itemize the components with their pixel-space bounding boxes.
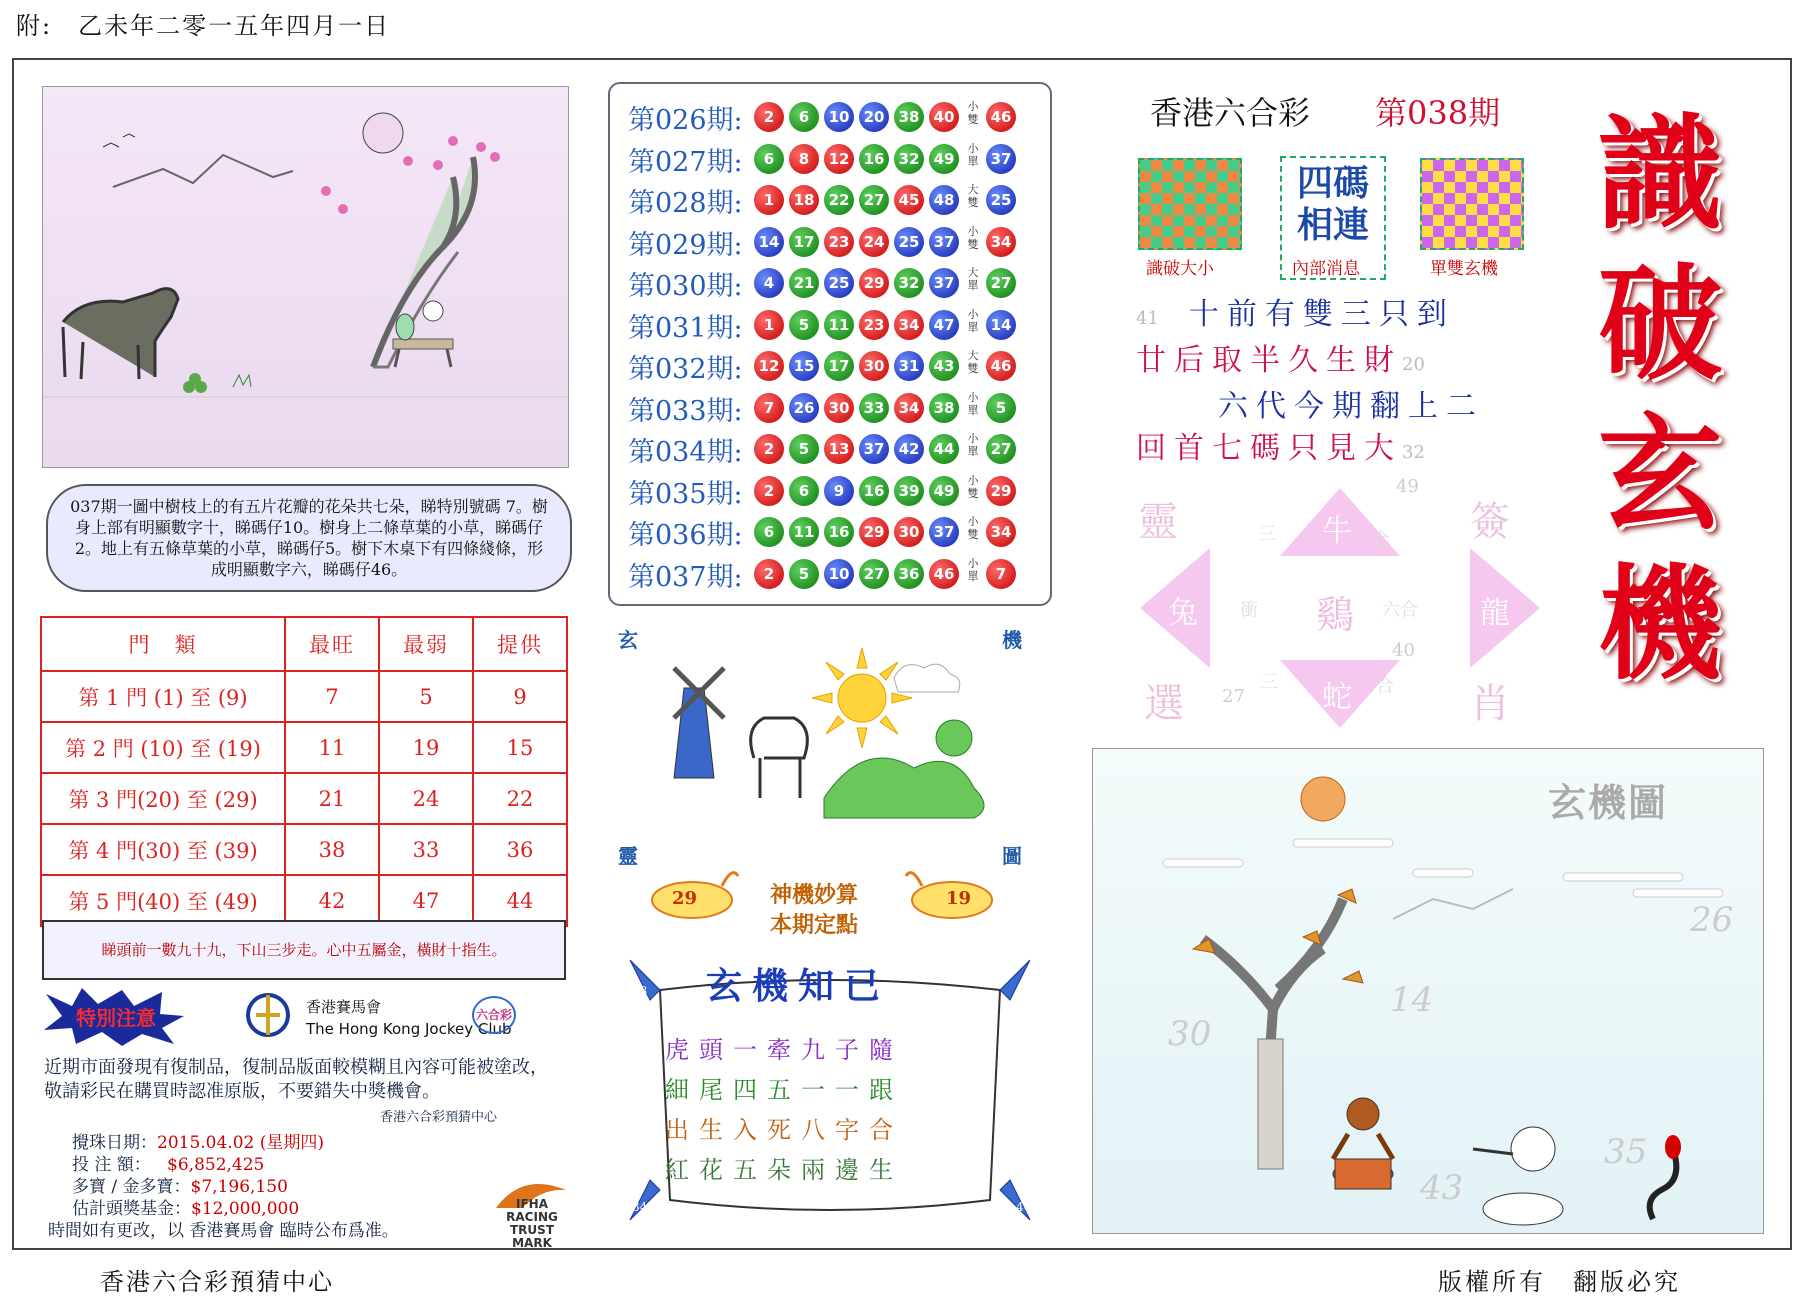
flag-number: 18 bbox=[632, 984, 648, 998]
zodiac-small: 六合 bbox=[1382, 600, 1418, 621]
zodiac-small: 三 bbox=[1258, 524, 1276, 545]
ball: 46 bbox=[929, 559, 959, 589]
hk-lottery-title: 香港六合彩 bbox=[1150, 94, 1311, 132]
mosaic-box-size bbox=[1138, 158, 1242, 250]
result-row bbox=[628, 555, 1048, 595]
result-row bbox=[628, 264, 1048, 304]
zodiac-small: 合 bbox=[1376, 676, 1394, 697]
zodiac-number: 27 bbox=[1222, 686, 1245, 707]
size-parity-tag: 大雙 bbox=[967, 183, 979, 209]
ball: 6 bbox=[789, 476, 819, 506]
size-parity-tag: 小雙 bbox=[967, 515, 979, 541]
ball: 44 bbox=[929, 434, 959, 464]
table-cell: 42 bbox=[285, 875, 379, 926]
ball: 2 bbox=[754, 476, 784, 506]
ball: 43 bbox=[929, 351, 959, 381]
ball: 47 bbox=[929, 310, 959, 340]
picture-number: 30 bbox=[1168, 1014, 1212, 1054]
big-title bbox=[1590, 100, 1730, 700]
special-ball: 27 bbox=[986, 268, 1016, 298]
big-title-char: 機 bbox=[1597, 552, 1722, 697]
ball: 36 bbox=[894, 559, 924, 589]
size-parity-tag: 大單 bbox=[967, 266, 979, 292]
ball: 34 bbox=[894, 393, 924, 423]
four-codes-line: 四碼 bbox=[1296, 162, 1369, 204]
shenji-line: 本期定點 bbox=[770, 912, 859, 938]
special-ball: 27 bbox=[986, 434, 1016, 464]
issue-label: 第027期: bbox=[628, 146, 743, 178]
jackpot-value: $7,196,150 bbox=[190, 1177, 288, 1197]
issue-label: 第032期: bbox=[628, 354, 743, 385]
ball: 11 bbox=[824, 310, 854, 340]
table-row bbox=[41, 824, 567, 875]
riddle-picture-cow bbox=[42, 86, 569, 468]
result-row bbox=[628, 430, 1048, 470]
ball: 39 bbox=[894, 476, 924, 506]
table-header-row bbox=[41, 617, 567, 671]
ball: 13 bbox=[824, 434, 854, 464]
poem bbox=[1136, 294, 1484, 474]
box-label: 內部消息 bbox=[1292, 259, 1360, 279]
flag-number: 25 bbox=[1018, 984, 1034, 998]
four-codes-line: 相連 bbox=[1296, 204, 1369, 246]
picture-number: 43 bbox=[1420, 1168, 1464, 1208]
ball: 32 bbox=[894, 268, 924, 298]
goat-icon bbox=[904, 866, 1002, 926]
ball: 7 bbox=[754, 393, 784, 423]
ball: 21 bbox=[789, 268, 819, 298]
ball: 11 bbox=[789, 517, 819, 547]
ball: 38 bbox=[929, 393, 959, 423]
ball: 1 bbox=[754, 185, 784, 215]
zodiac-diagram bbox=[1130, 476, 1550, 736]
ball: 38 bbox=[894, 102, 924, 132]
issue-label: 第031期: bbox=[628, 312, 743, 344]
riddle-description: 037期一圖中樹枝上的有五片花瓣的花朵共七朵，睇特別號碼 7。樹身上部有明顯數字十，睇碼仔10。樹身上二條草葉的小草，睇碼仔 2。地上有五條草葉的小草，睇碼仔5。樹下木桌下有四條綫條，形成明顯數字六，睇碼仔46。 bbox=[46, 484, 572, 592]
ball: 42 bbox=[894, 434, 924, 464]
ball: 29 bbox=[859, 517, 889, 547]
shenji-line: 神機妙算 bbox=[770, 882, 859, 908]
goat-icon bbox=[642, 866, 740, 926]
issue-number: 第038期 bbox=[1375, 94, 1501, 132]
ball: 16 bbox=[859, 476, 889, 506]
table-cell: 24 bbox=[379, 773, 473, 824]
ball: 37 bbox=[859, 434, 889, 464]
draw-date-label: 攪珠日期： bbox=[72, 1133, 157, 1153]
table-header: 最旺 bbox=[285, 617, 379, 671]
notice-label: 特別注意 bbox=[76, 1006, 156, 1030]
ball: 37 bbox=[929, 227, 959, 257]
footer-right: 版權所有 翻版必究 bbox=[1438, 1268, 1681, 1296]
table-cell: 33 bbox=[379, 824, 473, 875]
xuanji-picture-title: 玄機圖 bbox=[1548, 780, 1669, 825]
zodiac-center: 鷄 bbox=[1316, 593, 1355, 637]
flag-number: 46 bbox=[1016, 1200, 1032, 1214]
ball: 37 bbox=[929, 268, 959, 298]
size-parity-tag: 小單 bbox=[967, 390, 979, 417]
table-cell: 9 bbox=[473, 671, 567, 722]
verse-line: 虎頭一牽九子隨 bbox=[665, 1036, 903, 1064]
ball: 10 bbox=[824, 559, 854, 589]
big-title-char: 破 bbox=[1597, 252, 1722, 397]
zodiac-bottom: 蛇 bbox=[1322, 680, 1352, 715]
ball: 6 bbox=[754, 144, 784, 174]
result-row bbox=[628, 306, 1048, 346]
table-cell: 第 4 門(30) 至 (39) bbox=[41, 824, 285, 875]
corner-char: 機 bbox=[1002, 628, 1022, 652]
poem-number: 20 bbox=[1402, 354, 1425, 375]
zodiac-right: 龍 bbox=[1480, 596, 1510, 631]
issue-label: 第036期: bbox=[628, 520, 743, 551]
ball: 30 bbox=[824, 393, 854, 423]
bet-value: $6,852,425 bbox=[167, 1155, 265, 1175]
ball: 27 bbox=[859, 185, 889, 215]
zodiac-number: 49 bbox=[1396, 476, 1419, 497]
ball: 25 bbox=[894, 227, 924, 257]
picture-number: 14 bbox=[1390, 980, 1434, 1020]
ball: 16 bbox=[824, 517, 854, 547]
issue-label: 第037期: bbox=[628, 561, 743, 593]
table-cell: 21 bbox=[285, 773, 379, 824]
footer-left: 香港六合彩預猜中心 bbox=[100, 1268, 334, 1296]
table-row bbox=[41, 722, 567, 773]
ball: 12 bbox=[824, 144, 854, 174]
goat-number: 19 bbox=[946, 888, 972, 909]
size-parity-tag: 小單 bbox=[967, 307, 979, 334]
ball: 5 bbox=[789, 310, 819, 340]
box-label: 單雙玄機 bbox=[1430, 259, 1498, 279]
verse-line: 出生入死八字合 bbox=[665, 1116, 903, 1144]
riddle-title: 玄機知已 bbox=[706, 965, 891, 1007]
special-ball: 14 bbox=[986, 310, 1016, 340]
ball: 45 bbox=[894, 185, 924, 215]
mosaic-box-odd-even bbox=[1420, 158, 1524, 250]
ball: 26 bbox=[789, 393, 819, 423]
ball: 23 bbox=[859, 310, 889, 340]
table-cell: 第 5 門(40) 至 (49) bbox=[41, 875, 285, 926]
ball: 23 bbox=[824, 227, 854, 257]
corner-char: 玄 bbox=[618, 628, 638, 652]
corner-char: 圖 bbox=[1002, 844, 1022, 868]
goat-windmill-picture bbox=[614, 628, 1040, 848]
result-row bbox=[628, 223, 1048, 263]
size-parity-tag: 小單 bbox=[967, 556, 979, 583]
jackpot-label: 多寶 / 金多寶： bbox=[72, 1177, 191, 1197]
ball: 32 bbox=[894, 144, 924, 174]
ball: 16 bbox=[859, 144, 889, 174]
issue-label: 第034期: bbox=[628, 437, 743, 468]
hkjc-name-en: The Hong Kong Jockey Club bbox=[306, 1020, 512, 1038]
table-row bbox=[41, 773, 567, 824]
bet-label: 投 注 額： bbox=[72, 1155, 151, 1175]
ball: 49 bbox=[929, 476, 959, 506]
special-ball: 46 bbox=[986, 102, 1016, 132]
ball: 14 bbox=[754, 227, 784, 257]
result-row bbox=[628, 347, 1048, 387]
zodiac-left: 兔 bbox=[1168, 596, 1198, 631]
ball: 33 bbox=[859, 393, 889, 423]
ifha-trust-mark bbox=[492, 1168, 570, 1250]
ball: 4 bbox=[754, 268, 784, 298]
ball: 48 bbox=[929, 185, 959, 215]
size-parity-tag: 大雙 bbox=[967, 349, 979, 375]
zodiac-corner: 肖 bbox=[1470, 681, 1510, 727]
table-header: 提供 bbox=[473, 617, 567, 671]
verse-line: 細尾四五一一跟 bbox=[665, 1076, 903, 1104]
ball: 25 bbox=[824, 268, 854, 298]
ball: 18 bbox=[789, 185, 819, 215]
ball: 17 bbox=[789, 227, 819, 257]
size-parity-tag: 小雙 bbox=[967, 100, 979, 126]
result-row bbox=[628, 98, 1048, 138]
size-parity-tag: 小雙 bbox=[967, 473, 979, 500]
door-stats-table bbox=[40, 616, 568, 927]
ifha-text: IFHA RACING TRUST MARK bbox=[506, 1197, 558, 1250]
date-line: 附: 乙未年二零一五年四月一日 bbox=[16, 12, 391, 40]
table-header: 最弱 bbox=[379, 617, 473, 671]
draw-info bbox=[48, 1132, 399, 1242]
ball: 30 bbox=[859, 351, 889, 381]
zodiac-number: 40 bbox=[1392, 640, 1415, 661]
special-ball: 46 bbox=[986, 351, 1016, 381]
table-cell: 44 bbox=[473, 875, 567, 926]
ball: 8 bbox=[789, 144, 819, 174]
issue-label: 第028期: bbox=[628, 188, 743, 219]
zodiac-corner: 靈 bbox=[1138, 499, 1178, 545]
notice-text: 近期市面發現有復制品，復制品版面較模糊且內容可能被塗改，敬請彩民在購買時認准原版，不要錯失中獎機會。 bbox=[44, 1057, 548, 1102]
picture-number: 26 bbox=[1690, 900, 1734, 940]
shenji-text bbox=[770, 880, 858, 940]
ball: 2 bbox=[754, 559, 784, 589]
ball: 34 bbox=[894, 310, 924, 340]
zodiac-small: 合 bbox=[1372, 530, 1390, 551]
ball: 5 bbox=[789, 559, 819, 589]
result-row bbox=[628, 513, 1048, 553]
table-cell: 36 bbox=[473, 824, 567, 875]
hkjc-name-cn: 香港賽馬會 bbox=[306, 998, 382, 1016]
issue-label: 第029期: bbox=[628, 229, 743, 261]
special-ball: 34 bbox=[986, 517, 1016, 547]
issue-label: 第033期: bbox=[628, 395, 743, 427]
ball: 40 bbox=[929, 102, 959, 132]
special-ball: 5 bbox=[986, 393, 1016, 423]
ball: 10 bbox=[824, 102, 854, 132]
table-row bbox=[41, 875, 567, 926]
liuhe-logo: 六合彩 bbox=[472, 996, 516, 1034]
ball: 49 bbox=[929, 144, 959, 174]
special-ball: 29 bbox=[986, 476, 1016, 506]
ball: 2 bbox=[754, 102, 784, 132]
table-cell: 7 bbox=[285, 671, 379, 722]
box-label: 識破大小 bbox=[1146, 259, 1214, 279]
table-row bbox=[41, 671, 567, 722]
ball: 6 bbox=[754, 517, 784, 547]
ball: 6 bbox=[789, 102, 819, 132]
ball: 24 bbox=[859, 227, 889, 257]
big-title-char: 玄 bbox=[1597, 402, 1722, 547]
ball: 1 bbox=[754, 310, 784, 340]
table-cell: 47 bbox=[379, 875, 473, 926]
ball: 2 bbox=[754, 434, 784, 464]
ball: 17 bbox=[824, 351, 854, 381]
goat-number: 29 bbox=[672, 888, 698, 909]
ball: 5 bbox=[789, 434, 819, 464]
ball: 30 bbox=[894, 517, 924, 547]
poem-number: 41 bbox=[1136, 308, 1159, 329]
result-row bbox=[628, 140, 1048, 180]
zodiac-small: 衝 bbox=[1240, 600, 1258, 621]
picture-number: 35 bbox=[1604, 1132, 1648, 1172]
zodiac-small: 三 bbox=[1260, 672, 1278, 693]
zodiac-corner: 簽 bbox=[1470, 499, 1510, 545]
size-parity-tag: 小單 bbox=[967, 432, 979, 458]
table-header: 門 類 bbox=[41, 617, 285, 671]
results-list bbox=[608, 82, 1052, 606]
ball: 27 bbox=[859, 559, 889, 589]
ball: 9 bbox=[824, 476, 854, 506]
poem-line: 回首七碼只見大 bbox=[1136, 431, 1402, 466]
table-cell: 19 bbox=[379, 722, 473, 773]
result-row bbox=[628, 181, 1048, 221]
table-cell: 第 2 門 (10) 至 (19) bbox=[41, 722, 285, 773]
zodiac-corner: 選 bbox=[1144, 681, 1184, 727]
special-ball: 7 bbox=[986, 559, 1016, 589]
table-cell: 11 bbox=[285, 722, 379, 773]
result-row bbox=[628, 472, 1048, 512]
ball: 31 bbox=[894, 351, 924, 381]
special-ball: 25 bbox=[986, 185, 1016, 215]
poem-line: 六代今期翻上二 bbox=[1218, 389, 1484, 424]
verse bbox=[665, 1030, 903, 1190]
poem-line: 廿后取半久生財 bbox=[1136, 343, 1402, 378]
ball: 29 bbox=[859, 268, 889, 298]
ball: 22 bbox=[824, 185, 854, 215]
poem-line: 十前有雙三只到 bbox=[1188, 297, 1455, 332]
zodiac-top: 牛 bbox=[1322, 514, 1352, 549]
table-cell: 第 1 門 (1) 至 (9) bbox=[41, 671, 285, 722]
est-value: $12,000,000 bbox=[191, 1199, 300, 1219]
ball: 37 bbox=[929, 517, 959, 547]
poem-number: 32 bbox=[1402, 442, 1425, 463]
hint-banner: 睇頭前一數九十九，下山三步走。心中五屬金，橫財十指生。 bbox=[42, 920, 566, 980]
notice-sign: 香港六合彩預猜中心 bbox=[380, 1110, 498, 1125]
draw-date-value: 2015.04.02 (星期四) bbox=[157, 1133, 325, 1153]
size-parity-tag: 小雙 bbox=[967, 224, 979, 251]
draw-note: 時間如有更改，以 香港賽馬會 臨時公布爲准。 bbox=[48, 1221, 399, 1241]
table-cell: 15 bbox=[473, 722, 567, 773]
issue-label: 第030期: bbox=[628, 271, 743, 302]
special-ball: 34 bbox=[986, 227, 1016, 257]
notice-badge bbox=[42, 986, 186, 1048]
issue-label: 第035期: bbox=[628, 478, 743, 510]
special-ball: 37 bbox=[986, 144, 1016, 174]
table-cell: 第 3 門(20) 至 (29) bbox=[41, 773, 285, 824]
table-cell: 22 bbox=[473, 773, 567, 824]
issue-label: 第026期: bbox=[628, 105, 743, 136]
ball: 20 bbox=[859, 102, 889, 132]
corner-char: 靈 bbox=[618, 844, 638, 868]
hkjc-logo-icon bbox=[246, 990, 290, 1040]
ball: 15 bbox=[789, 351, 819, 381]
est-label: 估計頭獎基金： bbox=[72, 1199, 191, 1219]
big-title-char: 識 bbox=[1597, 102, 1722, 247]
table-cell: 38 bbox=[285, 824, 379, 875]
table-cell: 5 bbox=[379, 671, 473, 722]
flag-number: 34 bbox=[632, 1200, 648, 1214]
result-row bbox=[628, 389, 1048, 429]
size-parity-tag: 小單 bbox=[967, 141, 979, 168]
verse-line: 紅花五朵兩邊生 bbox=[665, 1156, 903, 1184]
ball: 12 bbox=[754, 351, 784, 381]
